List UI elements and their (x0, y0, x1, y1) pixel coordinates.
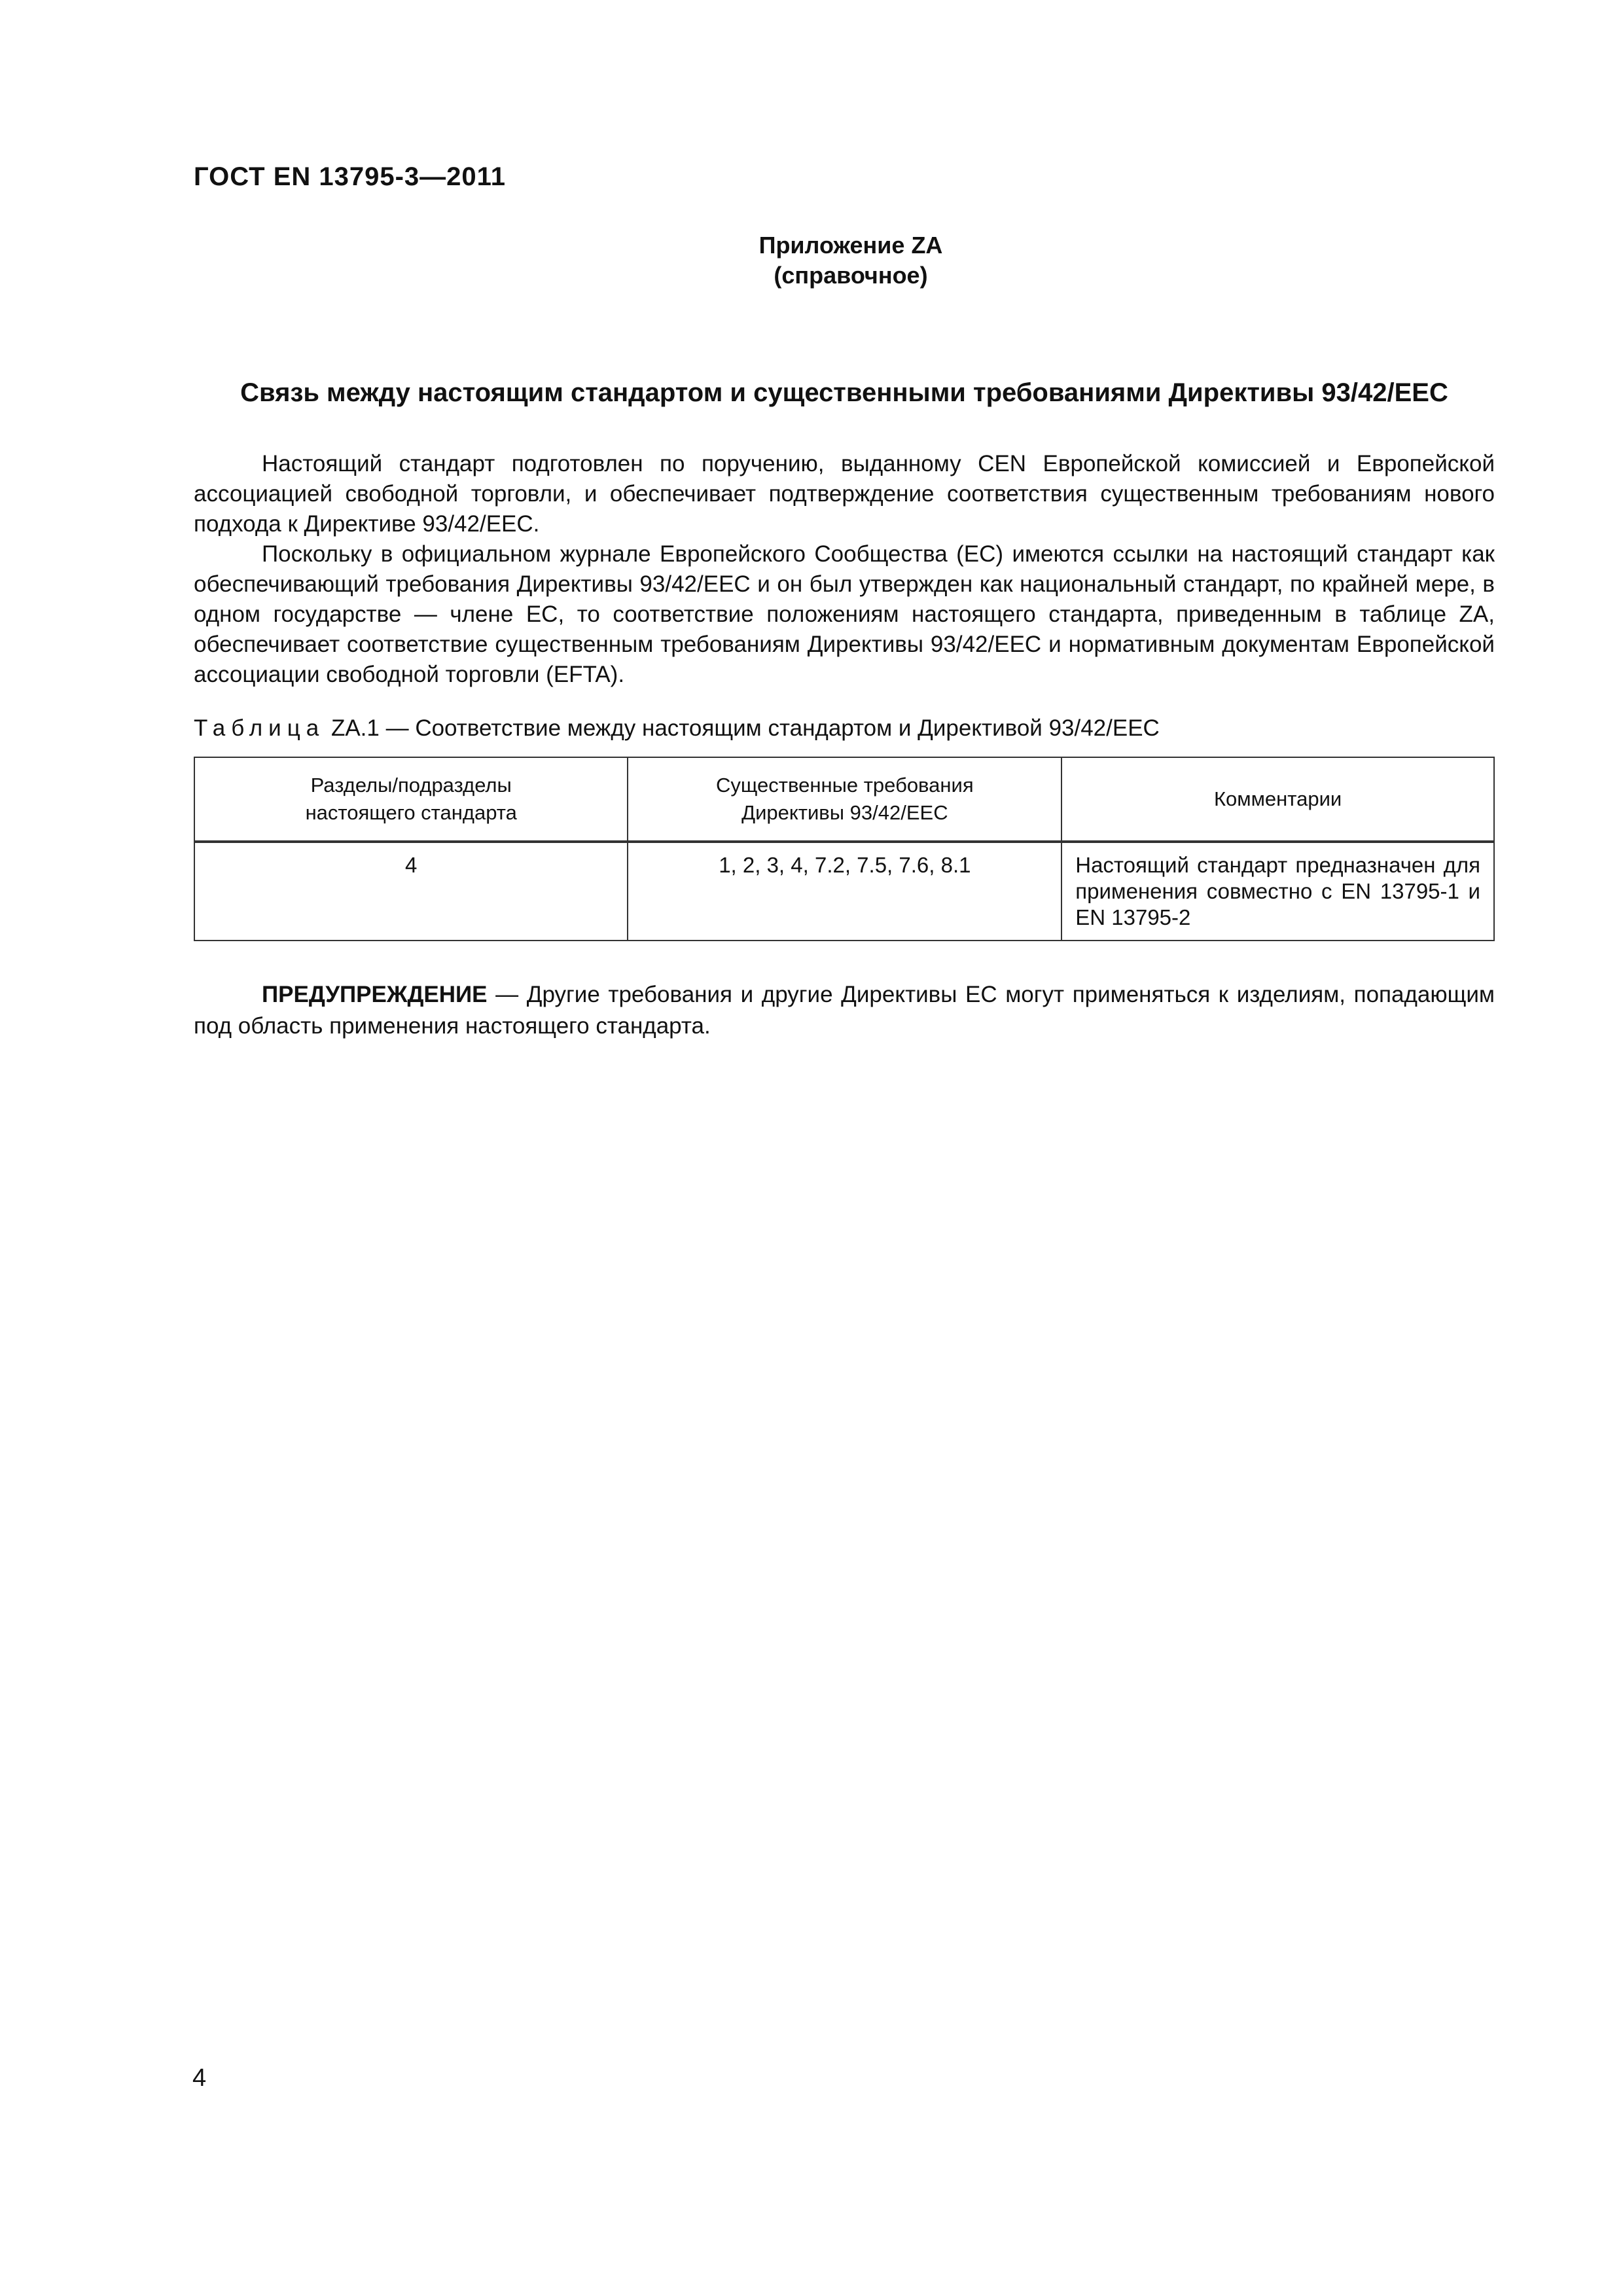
paragraph-2: Поскольку в официальном журнале Европейского Сообщества (ЕС) имеются ссылки на настоящий стандарт как обеспечивающий требования Директивы 93/42/ЕЕС и он был утвержден как национальный стандарт, по крайней мере, в одном государстве — члене ЕС, то соответствие положениям настоящего стандарта, приведенным в таблице ZA, обеспечивает соответствие существенным требованиям Директивы 93/42/ЕЕС и нормативным документам Европейской ассоциации свободной торговли (EFTA). (194, 541, 1495, 687)
page-number: 4 (192, 2064, 207, 2092)
cell-requirements: 1, 2, 3, 4, 7.2, 7.5, 7.6, 8.1 (628, 842, 1061, 941)
header-requirements (628, 757, 1061, 842)
warning-lead: ПРЕДУПРЕЖДЕНИЕ (262, 982, 488, 1007)
header-sections-line1: Разделы/подразделы (310, 774, 512, 797)
standard-code: ГОСТ EN 13795-3—2011 (194, 162, 506, 191)
header-sections (194, 757, 628, 842)
table-row (194, 842, 1494, 941)
header-requirements-line1: Существенные требования (716, 774, 974, 797)
section-title: Связь между настоящим стандартом и существенными требованиями Директивы 93/42/ЕЕС (240, 378, 1448, 407)
table-caption-text: ZA.1 — Соответствие между настоящим стандартом и Директивой 93/42/ЕЕС (325, 715, 1160, 741)
warning-paragraph (194, 979, 1495, 1042)
paragraph-1: Настоящий стандарт подготовлен по поручению, выданному CEN Европейской комиссией и Европейской ассоциацией свободной торговли, и обеспечивает подтверждение соответствия существенным требованиям нового подхода к Директиве 93/42/ЕЕС. (194, 451, 1495, 537)
header-sections-line2: настоящего стандарта (305, 801, 517, 824)
table-caption (194, 713, 1160, 744)
annex-type: (справочное) (774, 262, 928, 289)
warning-text: — Другие требования и другие Директивы ЕС могут применяться к изделиям, попадающим под область применения настоящего стандарта. (194, 982, 1495, 1039)
header-comments: Комментарии (1061, 757, 1494, 842)
table-caption-label: Таблица (194, 715, 325, 741)
table-header-row (194, 757, 1494, 842)
header-requirements-line2: Директивы 93/42/ЕЕС (741, 801, 948, 824)
annex-title: Приложение ZA (758, 232, 943, 259)
cell-comment: Настоящий стандарт предназначен для применения совместно с EN 13795-1 и EN 13795-2 (1061, 842, 1494, 941)
cell-section: 4 (194, 842, 628, 941)
correspondence-table (194, 757, 1495, 941)
